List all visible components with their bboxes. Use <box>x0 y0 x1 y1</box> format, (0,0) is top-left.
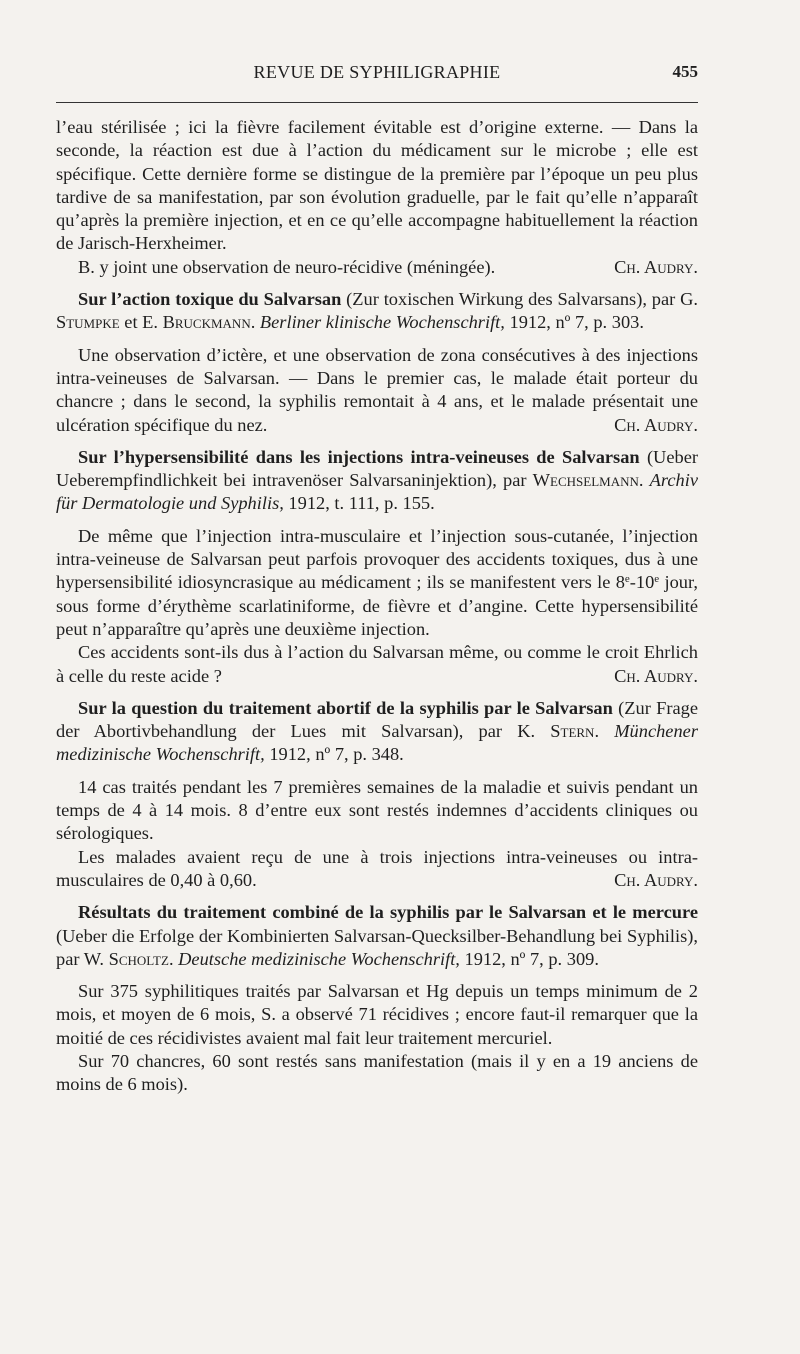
article-ref: (Ueber die Erfolge der Kombinierten Salvarsan-Quecksilber-Behandlung bei Syphilis), par W. <box>56 925 698 969</box>
page-header <box>56 58 698 88</box>
signature: Ch. Audry. <box>614 869 698 890</box>
author-name: Bruckmann <box>162 312 251 333</box>
intro-note-text: B. y joint une observation de neuro-récidive (méningée). <box>78 256 496 277</box>
author-name: Stumpke <box>56 312 120 333</box>
article-title: Résultats du traitement combiné de la syphilis par le Salvarsan et le mercure <box>78 902 698 923</box>
journal-name: Berliner klinische Wochenschrift, <box>259 312 505 333</box>
intro-note <box>56 256 698 279</box>
article-text: Ces accidents sont-ils dus à l’action du Salvarsan même, ou comme le croit Ehrlich à celle du reste acide ? Ch. Audry. <box>56 641 698 688</box>
page-number: 455 <box>672 62 698 81</box>
article-text: Une observation d’ictère, et une observation de zona consécutives à des injections intra-veineuses de Salvarsan. — Dans le premier cas, le malade était porteur du chancre ; dans le second, la syphilis remontait à 4 ans, et le malade présentait une ulcération spécifique du nez. Ch. Audry. <box>56 344 698 437</box>
page-body <box>56 116 698 1097</box>
article-title: Sur l’hypersensibilité dans les injections intra-veineuses de Salvarsan <box>78 446 640 467</box>
article-text: De même que l’injection intra-musculaire et l’injection sous-cutanée, l’injection intra-veineuse de Salvarsan peut parfois provoquer des accidents toxiques, dus à une hypersensibilité idiosyncrasique au médicament ; ils se manifestent vers le 8e-10e jour, sous forme d’érythème scarlatiniforme, de fièvre et d’angine. Cette hypersensibilité peut n’apparaître qu’après une deuxième injection. <box>56 525 698 639</box>
signature: Ch. Audry. <box>614 414 698 435</box>
intro-paragraph: l’eau stérilisée ; ici la fièvre facilement évitable est d’origine externe. — Dans la seconde, la réaction est due à l’action du médicament sur le microbe ; elle est spécifique. Cette dernière forme se distingue de la première par l’époque un peu plus tardive de sa manifestation, par son évolution graduelle, par le fait qu’elle n’apparaît qu’après la première injection, et en ce qu’elle accompagne habituellement la réaction de Jarisch-Herxheimer. <box>56 117 698 254</box>
journal-name: Münchener medizinische Wochenschrift, <box>56 721 698 765</box>
article-title: Sur la question du traitement abortif de la syphilis par le Salvarsan <box>78 697 613 718</box>
article-heading: Sur la question du traitement abortif de la syphilis par le Salvarsan (Zur Frage der Abortivbehandlung der Lues mit Salvarsan), par K. Stern. Münchener medizinische Wochenschrift, 1912, nº 7, p. 348. <box>56 697 698 765</box>
article-text: 14 cas traités pendant les 7 premières semaines de la maladie et suivis pendant un temps de 4 à 14 mois. 8 d’entre eux sont restés indemnes d’accidents cliniques ou sérologiques. <box>56 776 698 844</box>
article-ref: (Zur toxischen Wirkung des Salvarsans), par G. <box>341 289 698 310</box>
author-name: Wechselmann <box>532 470 639 491</box>
author-name: Stern <box>550 721 595 742</box>
header-rule <box>56 102 698 103</box>
article-heading: Sur l’hypersensibilité dans les injections intra-veineuses de Salvarsan (Ueber Ueberempfindlichkeit bei intravenöser Salvarsaninjektion), par Wechselmann. Archiv für Dermatologie und Syphilis, 1912, t. 111, p. 155. <box>56 446 698 514</box>
article-title: Sur l’action toxique du Salvarsan <box>78 289 342 310</box>
author-name: Scholtz <box>108 948 169 969</box>
signature: Ch. Audry. <box>614 665 698 686</box>
article-heading: Résultats du traitement combiné de la syphilis par le Salvarsan et le mercure (Ueber die Erfolge der Kombinierten Salvarsan-Quecksilber-Behandlung bei Syphilis), par W. Scholtz. Deutsche medizinische Wochenschrift, 1912, nº 7, p. 309. <box>56 902 698 969</box>
article-text: Sur 70 chancres, 60 sont restés sans manifestation (mais il y en a 19 anciens de moins de 6 mois). <box>56 1050 698 1095</box>
journal-name: Deutsche medizinische Wochenschrift, <box>178 948 460 969</box>
running-title: REVUE DE SYPHILIGRAPHIE <box>253 62 501 82</box>
article-heading: Sur l’action toxique du Salvarsan (Zur toxischen Wirkung des Salvarsans), par G. Stumpke et E. Bruckmann. Berliner klinische Wochenschrift, 1912, nº 7, p. 303. <box>56 289 698 333</box>
journal-name: Archiv für Dermatologie und Syphilis, <box>56 470 698 514</box>
article-ref: (Ueber Ueberempfindlichkeit bei intravenöser Salvarsaninjektion), par <box>56 446 698 491</box>
article-text: Les malades avaient reçu de une à trois injections intra-veineuses ou intra-musculaires de 0,40 à 0,60. Ch. Audry. <box>56 846 698 893</box>
signature: Ch. Audry. <box>614 256 698 277</box>
article-ref: (Zur Frage der Abortivbehandlung der Lues mit Salvarsan), par K. <box>56 697 698 742</box>
article-text: Sur 375 syphilitiques traités par Salvarsan et Hg depuis un temps minimum de 2 mois, et moyen de 6 mois, S. a observé 71 récidives ; encore faut-il remarquer que la moitié de ces récidivistes avaient mal fait leur traitement mercuriel. <box>56 981 698 1048</box>
